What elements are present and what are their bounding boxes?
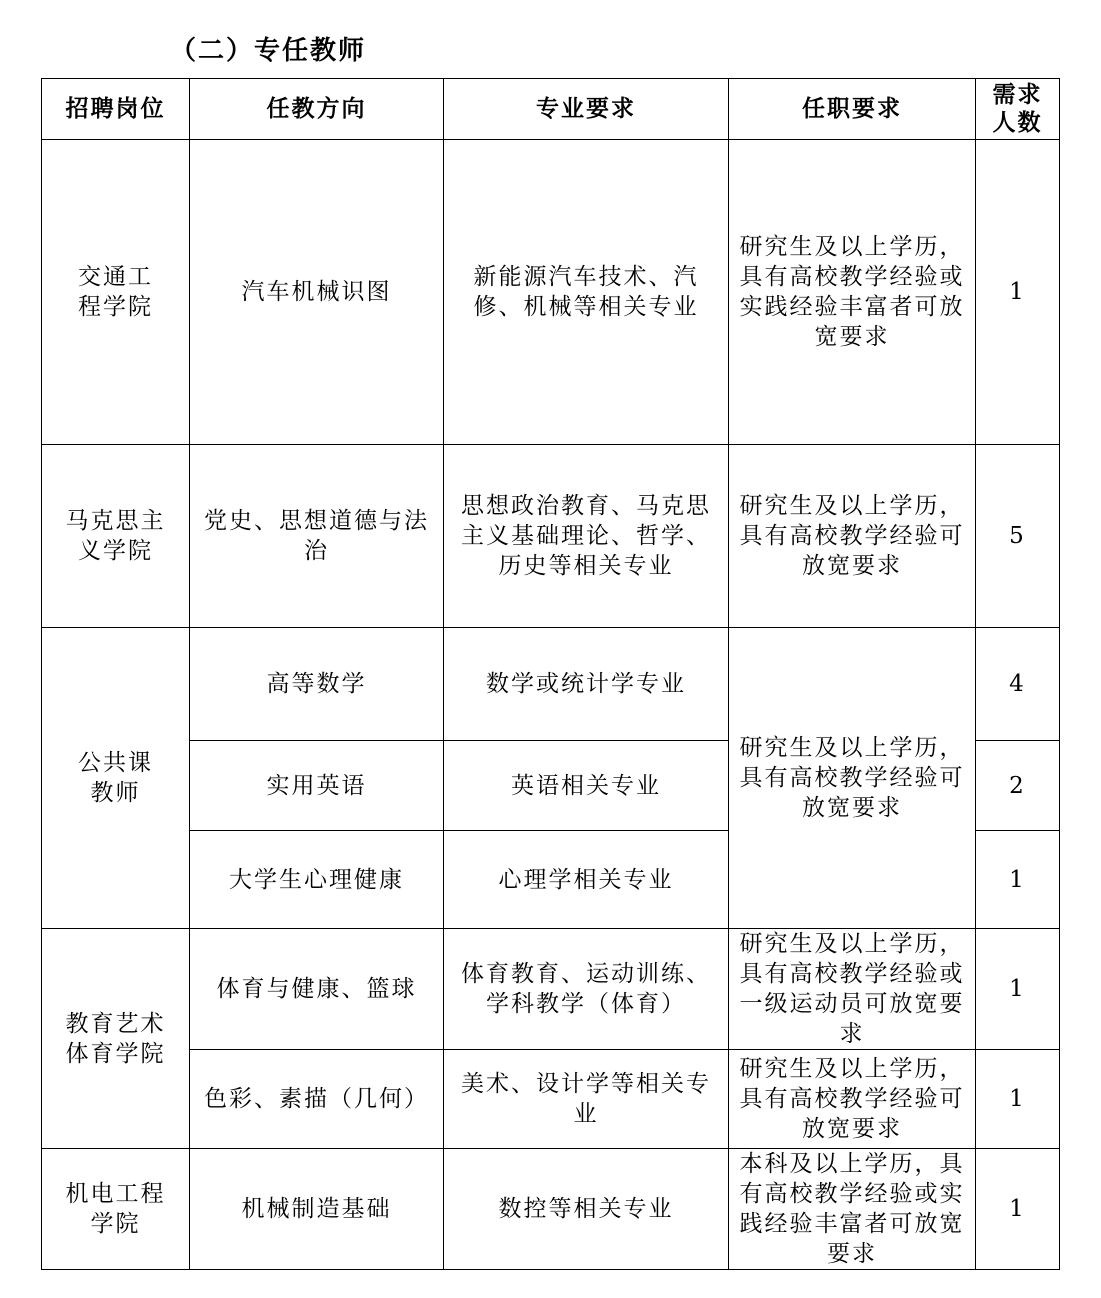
count-cell: 1 [976,1149,1060,1270]
header-direction: 任教方向 [190,79,444,140]
direction-cell: 党史、思想道德与法治 [190,445,444,628]
direction-cell: 汽车机械识图 [190,140,444,445]
major-cell: 心理学相关专业 [444,831,729,929]
count-cell: 1 [976,1050,1060,1149]
header-count: 需求人数 [976,79,1060,140]
table-row [42,1050,1060,1149]
requirement-cell: 研究生及以上学历，具有高校教学经验或实践经验丰富者可放宽要求 [729,140,976,445]
direction-cell: 实用英语 [190,741,444,831]
header-major: 专业要求 [444,79,729,140]
table-row [42,628,1060,741]
direction-cell: 色彩、素描（几何） [190,1050,444,1149]
major-cell: 思想政治教育、马克思主义基础理论、哲学、历史等相关专业 [444,445,729,628]
major-cell: 数控等相关专业 [444,1149,729,1270]
table-row [42,140,1060,445]
direction-cell: 机械制造基础 [190,1149,444,1270]
requirement-cell: 研究生及以上学历，具有高校教学经验可放宽要求 [729,445,976,628]
count-cell: 2 [976,741,1060,831]
table-row [42,1149,1060,1270]
header-requirement: 任职要求 [729,79,976,140]
requirement-cell: 研究生及以上学历，具有高校教学经验或一级运动员可放宽要求 [729,929,976,1050]
requirement-cell: 本科及以上学历，具有高校教学经验或实践经验丰富者可放宽要求 [729,1149,976,1270]
unit-cell: 公共课教师 [42,628,190,929]
section-title: （二）专任教师 [170,36,367,66]
requirement-cell: 研究生及以上学历，具有高校教学经验可放宽要求 [729,1050,976,1149]
major-cell: 数学或统计学专业 [444,628,729,741]
requirement-cell: 研究生及以上学历，具有高校教学经验可放宽要求 [729,628,976,929]
major-cell: 美术、设计学等相关专业 [444,1050,729,1149]
unit-cell: 交通工程学院 [42,140,190,445]
count-cell: 4 [976,628,1060,741]
count-cell: 1 [976,929,1060,1050]
header-position: 招聘岗位 [42,79,190,140]
table-row [42,445,1060,628]
count-cell: 1 [976,831,1060,929]
direction-cell: 大学生心理健康 [190,831,444,929]
unit-cell: 机电工程学院 [42,1149,190,1270]
direction-cell: 高等数学 [190,628,444,741]
teacher-recruitment-table [41,78,1060,1270]
count-cell: 1 [976,140,1060,445]
table-row [42,929,1060,1050]
major-cell: 体育教育、运动训练、学科教学（体育） [444,929,729,1050]
major-cell: 新能源汽车技术、汽修、机械等相关专业 [444,140,729,445]
count-cell: 5 [976,445,1060,628]
unit-cell: 马克思主义学院 [42,445,190,628]
direction-cell: 体育与健康、篮球 [190,929,444,1050]
unit-cell: 教育艺术体育学院 [42,929,190,1149]
major-cell: 英语相关专业 [444,741,729,831]
header-row [42,79,1060,140]
